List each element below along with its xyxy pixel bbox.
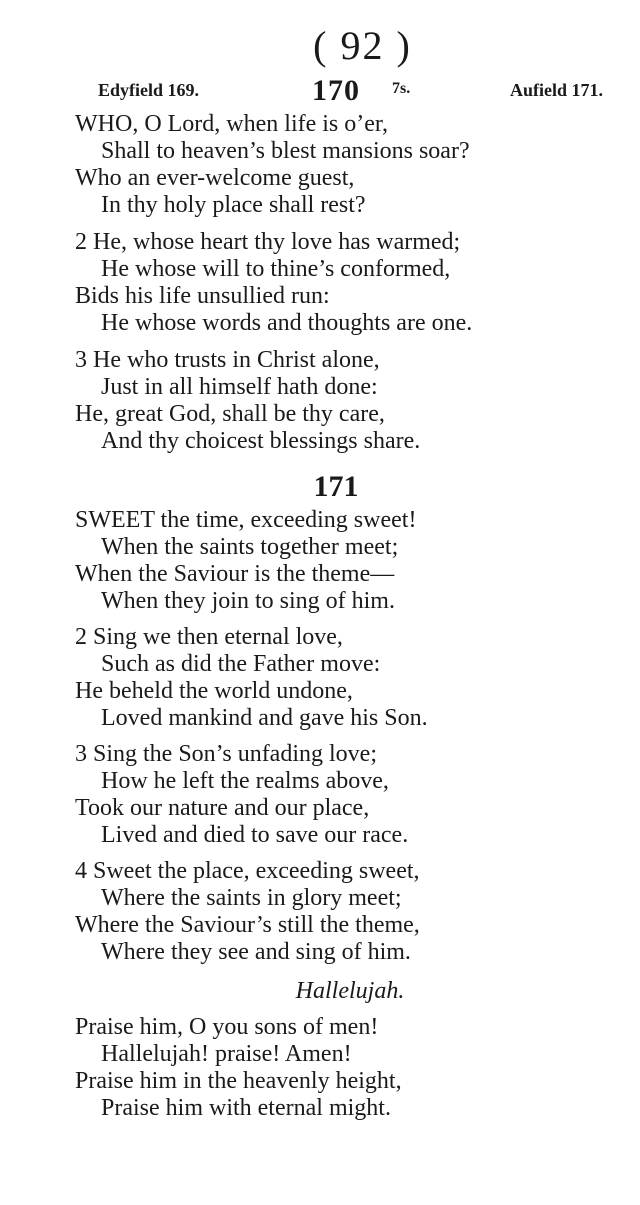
hymn-170-stanza-1-line-3: Who an ever-welcome guest, bbox=[75, 165, 355, 191]
hymn-170-stanza-3-line-2: Just in all himself hath done: bbox=[101, 374, 378, 400]
hymn-171-stanza-1-line-4: When they join to sing of him. bbox=[101, 588, 395, 614]
tune-right: Aufield 171. bbox=[510, 80, 604, 100]
hymn-171-stanza-4-line-3: Where the Saviour’s still the theme, bbox=[75, 912, 420, 938]
hymn-170-stanza-3-line-4: And thy choicest blessings share. bbox=[101, 428, 421, 454]
hymn-170-stanza-2-line-2: He whose will to thine’s conformed, bbox=[101, 256, 451, 282]
hymn-number: 170 bbox=[312, 74, 360, 107]
hymn-171-stanza-3-line-1: 3 Sing the Son’s unfading love; bbox=[75, 741, 377, 767]
doxology-title: Hallelujah. bbox=[295, 978, 405, 1004]
hymn-170-stanza-1-line-1: WHO, O Lord, when life is o’er, bbox=[75, 111, 388, 137]
hymn-171-stanza-3-line-3: Took our nature and our place, bbox=[75, 795, 370, 821]
hymn-171-stanza-1-line-1: SWEET the time, exceeding sweet! bbox=[75, 507, 417, 533]
hymn-171-stanza-2-line-2: Such as did the Father move: bbox=[101, 651, 381, 677]
hymn-171-number: 171 bbox=[313, 470, 359, 503]
hymn-171-stanza-3-line-2: How he left the realms above, bbox=[101, 768, 389, 794]
doxology-line-3: Praise him in the heavenly height, bbox=[75, 1068, 402, 1094]
doxology-line-2: Hallelujah! praise! Amen! bbox=[101, 1041, 352, 1067]
doxology-line-4: Praise him with eternal might. bbox=[101, 1095, 391, 1121]
hymn-170-stanza-1-line-2: Shall to heaven’s blest mansions soar? bbox=[101, 138, 470, 164]
hymn-171-stanza-4-line-4: Where they see and sing of him. bbox=[101, 939, 411, 965]
hymn-171-stanza-4-line-2: Where the saints in glory meet; bbox=[101, 885, 402, 911]
page-number: ( 92 ) bbox=[313, 23, 412, 68]
hymn-170-stanza-1-line-4: In thy holy place shall rest? bbox=[101, 192, 366, 218]
hymn-170-header bbox=[0, 74, 640, 110]
hymn-170-stanza-2-line-1: 2 He, whose heart thy love has warmed; bbox=[75, 229, 461, 255]
tune-left: Edyfield 169. bbox=[98, 80, 200, 100]
hymn-171-stanza-2-line-4: Loved mankind and gave his Son. bbox=[101, 705, 428, 731]
hymn-171-stanza-2-line-1: 2 Sing we then eternal love, bbox=[75, 624, 343, 650]
hymn-171-stanza-1-line-2: When the saints together meet; bbox=[101, 534, 399, 560]
hymn-170-stanza-3-line-3: He, great God, shall be thy care, bbox=[75, 401, 385, 427]
hymn-171-stanza-3-line-4: Lived and died to save our race. bbox=[101, 822, 409, 848]
hymn-170-stanza-2-line-3: Bids his life unsullied run: bbox=[75, 283, 330, 309]
hymn-170-stanza-3-line-1: 3 He who trusts in Christ alone, bbox=[75, 347, 380, 373]
hymn-171-stanza-1-line-3: When the Saviour is the theme— bbox=[75, 561, 395, 587]
hymn-170-stanza-2-line-4: He whose words and thoughts are one. bbox=[101, 310, 473, 336]
doxology-line-1: Praise him, O you sons of men! bbox=[75, 1014, 379, 1040]
hymn-171-stanza-4-line-1: 4 Sweet the place, exceeding sweet, bbox=[75, 858, 420, 884]
meter: 7s. bbox=[392, 80, 411, 97]
hymn-171-stanza-2-line-3: He beheld the world undone, bbox=[75, 678, 353, 704]
